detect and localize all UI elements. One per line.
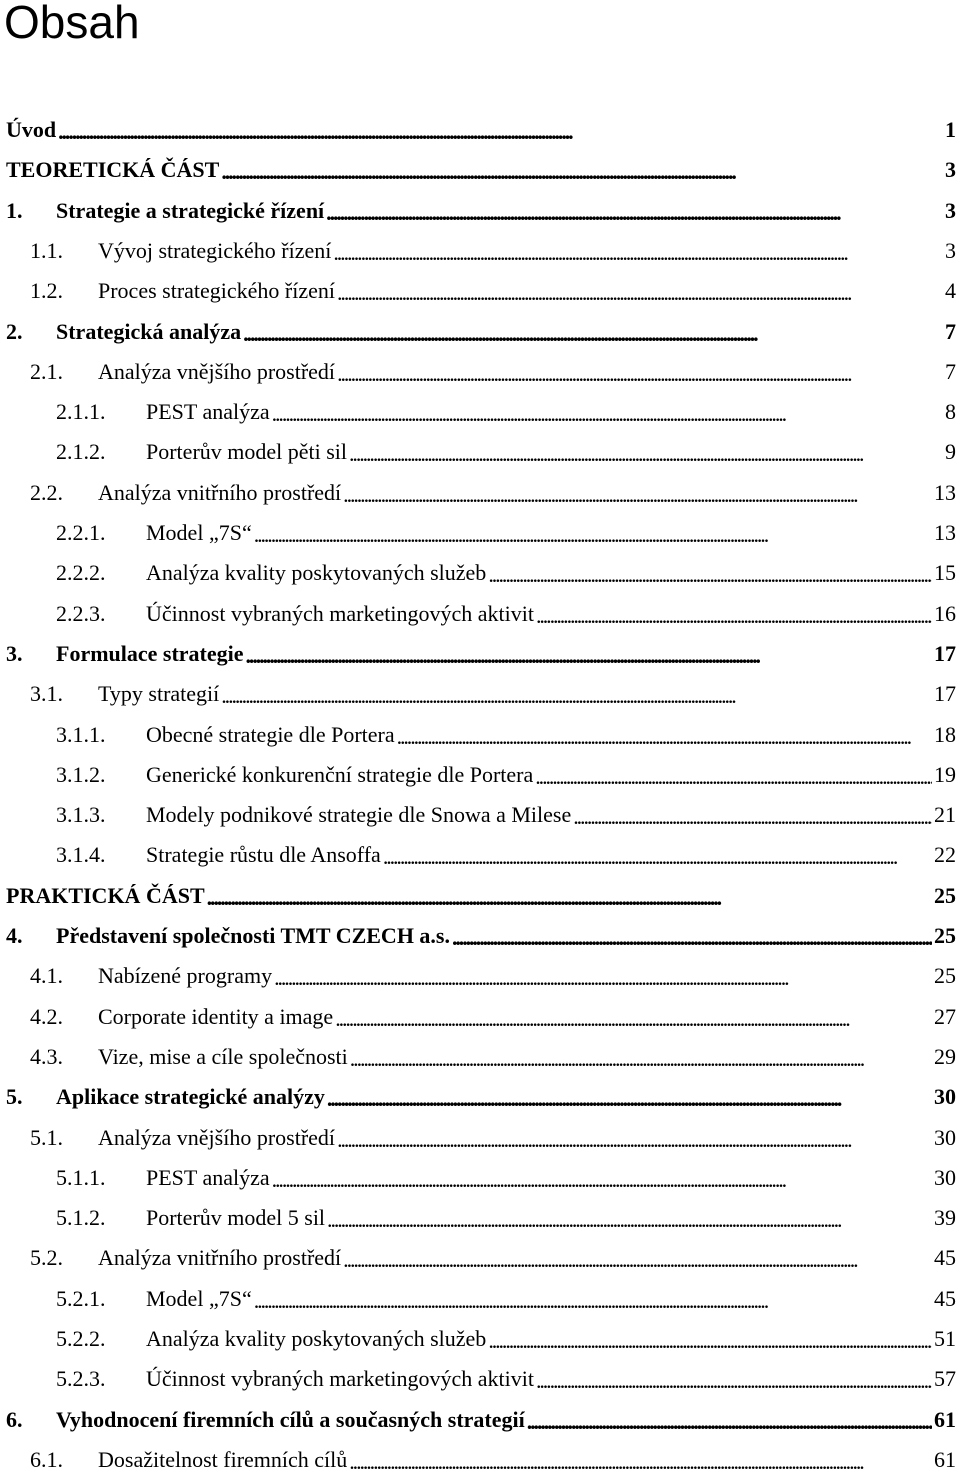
- toc-entry-label: Model „7S“: [146, 520, 252, 545]
- toc-entry-label: Strategie a strategické řízení: [56, 197, 325, 223]
- dot-leader: [536, 603, 932, 629]
- toc-entry-number: 2.: [6, 318, 23, 344]
- toc-entry[interactable]: [0, 553, 956, 593]
- toc-entry-label: Představení společnosti TMT CZECH a.s.: [56, 923, 450, 948]
- dot-leader: [326, 200, 943, 226]
- toc-entry-label: Analýza vnějšího prostředí: [98, 358, 336, 384]
- toc-entry-number: 4.2.: [30, 1003, 63, 1029]
- toc-entry-label: Nabízené programy: [98, 963, 273, 989]
- toc-entry-label: TEORETICKÁ ČÁST: [6, 157, 220, 183]
- dot-leader: [327, 1207, 932, 1233]
- toc-entry[interactable]: [0, 1319, 956, 1359]
- toc-entry[interactable]: [0, 634, 956, 674]
- toc-entry-page-number: 30: [934, 1084, 956, 1110]
- dot-leader: [207, 885, 932, 911]
- dot-leader: [221, 683, 932, 709]
- dot-leader: [488, 562, 932, 588]
- toc-entry-label: PEST analýza: [146, 399, 270, 425]
- toc-entry-page-number: 3: [945, 237, 956, 263]
- toc-entry-label: Analýza vnějšího prostředí: [98, 1124, 336, 1150]
- toc-entry-number: 5.2.3.: [56, 1366, 106, 1392]
- toc-entry-page-number: 21: [934, 802, 956, 828]
- dot-leader: [335, 1006, 932, 1032]
- toc-entry-label: Účinnost vybraných marketingových aktivit: [146, 600, 534, 626]
- toc-entry-number: 3.1.3.: [56, 802, 106, 828]
- toc-entry[interactable]: [0, 191, 956, 231]
- toc-entry-number: 4.: [6, 923, 23, 948]
- dot-leader: [349, 441, 943, 467]
- toc-entry-label: Model „7S“: [146, 1285, 252, 1311]
- toc-entry-number: 4.3.: [30, 1043, 63, 1069]
- dot-leader: [527, 1409, 932, 1435]
- toc-entry[interactable]: [0, 1359, 956, 1399]
- toc-entry[interactable]: [0, 1440, 956, 1480]
- toc-entry-page-number: 25: [934, 882, 956, 908]
- toc-entry-number: 3.1.2.: [56, 761, 106, 787]
- toc-entry[interactable]: [0, 1037, 956, 1077]
- toc-entry-number: 2.1.: [30, 358, 63, 384]
- toc-entry[interactable]: [0, 916, 956, 956]
- toc-entry[interactable]: [0, 956, 956, 996]
- toc-entry-number: 2.2.: [30, 479, 63, 505]
- toc-entry-page-number: 3: [945, 197, 956, 223]
- dot-leader: [274, 965, 932, 991]
- toc-entry[interactable]: [0, 150, 956, 190]
- toc-entry[interactable]: [0, 1158, 956, 1198]
- toc-entry-page-number: 13: [934, 520, 956, 545]
- toc-entry-label: Proces strategického řízení: [98, 278, 336, 304]
- toc-entry-page-number: 61: [934, 1406, 956, 1432]
- toc-entry-page-number: 29: [934, 1043, 956, 1069]
- dot-leader: [337, 1127, 932, 1153]
- toc-entry-page-number: 18: [934, 721, 956, 747]
- toc-entry-label: Typy strategií: [98, 681, 220, 707]
- toc-entry-label: Corporate identity a image: [98, 1003, 334, 1029]
- dot-leader: [243, 321, 943, 347]
- toc-entry-page-number: 17: [934, 681, 956, 707]
- toc-entry-label: Strategie růstu dle Ansoffa: [146, 842, 381, 868]
- toc-entry-page-number: 17: [934, 640, 956, 666]
- toc-entry-number: 5.1.: [30, 1124, 63, 1150]
- toc-entry-number: 5.2.1.: [56, 1285, 106, 1311]
- toc-entry-number: 4.1.: [30, 963, 63, 989]
- dot-leader: [58, 119, 943, 145]
- toc-entry-page-number: 30: [934, 1164, 956, 1190]
- toc-entry-number: 3.1.1.: [56, 721, 106, 747]
- toc-entry-label: Vize, mise a cíle společnosti: [98, 1043, 348, 1069]
- toc-entry-label: PRAKTICKÁ ČÁST: [6, 882, 205, 908]
- dot-leader: [272, 1167, 932, 1193]
- toc-entry-label: Úvod: [6, 117, 57, 142]
- toc-entry-label: Formulace strategie: [56, 640, 244, 666]
- toc-entry-label: Analýza kvality poskytovaných služeb: [146, 1326, 487, 1351]
- dot-leader: [272, 401, 943, 427]
- dot-leader: [383, 844, 932, 870]
- toc-entry[interactable]: [0, 513, 956, 553]
- dot-leader: [573, 804, 932, 830]
- toc-entry[interactable]: [0, 1400, 956, 1440]
- toc-entry-number: 1.: [6, 197, 23, 223]
- dot-leader: [254, 522, 932, 548]
- toc-entry-number: 5.1.2.: [56, 1205, 106, 1231]
- toc-entry-page-number: 19: [934, 761, 956, 787]
- toc-entry-number: 3.: [6, 640, 23, 666]
- toc-entry[interactable]: [0, 110, 956, 150]
- dot-leader: [535, 764, 932, 790]
- toc-entry-number: 5.: [6, 1084, 23, 1110]
- toc-entry-label: Obecné strategie dle Portera: [146, 721, 395, 747]
- toc-entry-page-number: 30: [934, 1124, 956, 1150]
- dot-leader: [488, 1328, 932, 1354]
- dot-leader: [254, 1288, 932, 1314]
- toc-entry-number: 6.1.: [30, 1446, 63, 1472]
- toc-entry[interactable]: [0, 594, 956, 634]
- toc-entry-number: 1.1.: [30, 237, 63, 263]
- toc-entry-label: Generické konkurenční strategie dle Portera: [146, 761, 534, 787]
- toc-entry[interactable]: [0, 231, 956, 271]
- toc-entry-label: Analýza kvality poskytovaných služeb: [146, 560, 487, 586]
- toc-entry-page-number: 45: [934, 1245, 956, 1271]
- toc-entry-number: 2.2.2.: [56, 560, 106, 586]
- toc-entry-number: 2.2.3.: [56, 600, 106, 626]
- toc-entry-label: Vývoj strategického řízení: [98, 237, 332, 263]
- toc-entry-number: 2.2.1.: [56, 520, 106, 545]
- toc-entry[interactable]: [0, 271, 956, 311]
- toc-entry-page-number: 7: [945, 318, 956, 344]
- toc-entry[interactable]: [0, 674, 956, 714]
- toc-entry[interactable]: [0, 432, 956, 472]
- dot-leader: [452, 925, 932, 951]
- toc-entry-label: Modely podnikové strategie dle Snowa a Milese: [146, 802, 572, 828]
- toc-entry-page-number: 45: [934, 1285, 956, 1311]
- toc-entry[interactable]: [0, 473, 956, 513]
- dot-leader: [337, 280, 943, 306]
- toc-entry-number: 3.1.: [30, 681, 63, 707]
- toc-entry-page-number: 27: [934, 1003, 956, 1029]
- toc-entry-number: 6.: [6, 1406, 23, 1432]
- toc-entry[interactable]: [0, 1198, 956, 1238]
- toc-entry-page-number: 25: [934, 923, 956, 948]
- toc-entry-number: 3.1.4.: [56, 842, 106, 868]
- toc-entry[interactable]: [0, 795, 956, 835]
- toc-entry-label: PEST analýza: [146, 1164, 270, 1190]
- toc-entry-label: Vyhodnocení firemních cílů a současných strategií: [56, 1406, 525, 1432]
- toc-entry[interactable]: [0, 876, 956, 916]
- page-title: Obsah: [4, 0, 140, 48]
- toc-entry-number: 2.1.1.: [56, 399, 106, 425]
- dot-leader: [350, 1046, 932, 1072]
- toc-entry[interactable]: [0, 312, 956, 352]
- toc-entry[interactable]: [0, 755, 956, 795]
- toc-entry-label: Účinnost vybraných marketingových aktivit: [146, 1366, 534, 1392]
- toc-entry-page-number: 1: [945, 117, 956, 142]
- toc-entry-page-number: 16: [934, 600, 956, 626]
- toc-entry-label: Strategická analýza: [56, 318, 242, 344]
- dot-leader: [397, 724, 932, 750]
- toc-entry-label: Aplikace strategické analýzy: [56, 1084, 325, 1110]
- dot-leader: [536, 1368, 932, 1394]
- dot-leader: [337, 361, 943, 387]
- toc-entry[interactable]: [0, 352, 956, 392]
- toc-entry[interactable]: [0, 1238, 956, 1278]
- toc-entry-number: 2.1.2.: [56, 439, 106, 465]
- toc-entry-page-number: 8: [945, 399, 956, 425]
- toc-entry-page-number: 7: [945, 358, 956, 384]
- toc-entry-label: Porterův model pěti sil: [146, 439, 348, 465]
- toc-entry-page-number: 57: [934, 1366, 956, 1392]
- toc-entry-page-number: 22: [934, 842, 956, 868]
- toc-entry-label: Analýza vnitřního prostředí: [98, 1245, 342, 1271]
- toc-entry-page-number: 4: [945, 278, 956, 304]
- toc-entry-label: Analýza vnitřního prostředí: [98, 479, 342, 505]
- toc-entry[interactable]: [0, 835, 956, 875]
- toc-entry-page-number: 15: [934, 560, 956, 586]
- toc-entry[interactable]: [0, 715, 956, 755]
- toc-entry-page-number: 51: [934, 1326, 956, 1351]
- toc-entry-page-number: 25: [934, 963, 956, 989]
- dot-leader: [221, 159, 943, 185]
- toc-entry[interactable]: [0, 1279, 956, 1319]
- dot-leader: [343, 482, 932, 508]
- dot-leader: [246, 643, 932, 669]
- toc-entry-number: 5.2.: [30, 1245, 63, 1271]
- dot-leader: [343, 1247, 932, 1273]
- dot-leader: [327, 1086, 932, 1112]
- toc-entry-number: 1.2.: [30, 278, 63, 304]
- toc-entry-label: Dosažitelnost firemních cílů: [98, 1446, 348, 1472]
- toc-entry-page-number: 9: [945, 439, 956, 465]
- toc-entry-page-number: 61: [934, 1446, 956, 1472]
- toc-entry[interactable]: [0, 1077, 956, 1117]
- toc-entry-number: 5.2.2.: [56, 1326, 106, 1351]
- toc-entry-page-number: 39: [934, 1205, 956, 1231]
- toc-entry-label: Porterův model 5 sil: [146, 1205, 326, 1231]
- toc-entry[interactable]: [0, 997, 956, 1037]
- toc-entry-number: 5.1.1.: [56, 1164, 106, 1190]
- dot-leader: [333, 240, 943, 266]
- toc-entry-page-number: 3: [945, 157, 956, 183]
- toc-entry[interactable]: [0, 1118, 956, 1158]
- toc-entry-page-number: 13: [934, 479, 956, 505]
- toc-entry[interactable]: [0, 392, 956, 432]
